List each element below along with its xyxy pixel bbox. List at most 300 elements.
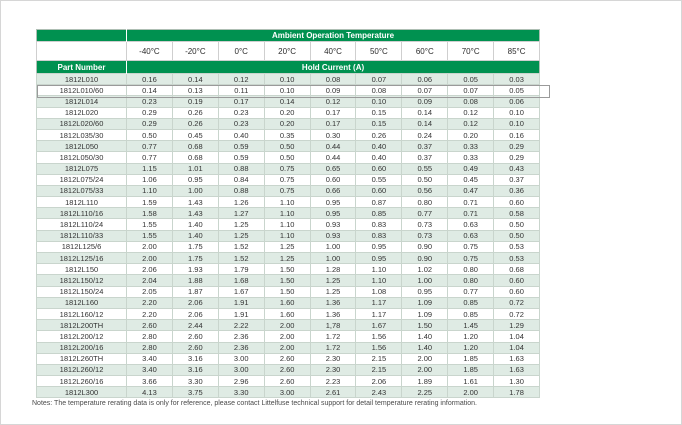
hold-current-value-cell: 1.75: [172, 253, 218, 264]
hold-current-value-cell: 0.85: [448, 297, 494, 308]
hold-current-value-cell: 0.19: [172, 96, 218, 107]
hold-current-value-cell: 2.36: [218, 331, 264, 342]
part-number-cell: 1812L160: [37, 297, 127, 308]
hold-current-value-cell: 1.09: [402, 297, 448, 308]
hold-current-value-cell: 0.37: [402, 141, 448, 152]
part-number-cell: 1812L010/60: [37, 85, 127, 96]
ambient-operation-temperature-header: Ambient Operation Temperature: [127, 30, 540, 42]
hold-current-value-cell: 0.59: [218, 141, 264, 152]
table-row: [37, 331, 540, 342]
hold-current-value-cell: 1.25: [218, 219, 264, 230]
hold-current-value-cell: 1.00: [310, 253, 356, 264]
hold-current-value-cell: 0.12: [218, 74, 264, 85]
hold-current-value-cell: 0.35: [264, 129, 310, 140]
hold-current-value-cell: 0.88: [218, 163, 264, 174]
table-row: [37, 107, 540, 118]
hold-current-value-cell: 1.45: [448, 320, 494, 331]
hold-current-value-cell: 0.75: [264, 185, 310, 196]
hold-current-value-cell: 0.17: [218, 96, 264, 107]
hold-current-value-cell: 2.30: [310, 353, 356, 364]
part-number-cell: 1812L300: [37, 387, 127, 398]
hold-current-value-cell: 1.72: [310, 342, 356, 353]
hold-current-value-cell: 1.10: [264, 197, 310, 208]
hold-current-value-cell: 1.40: [172, 230, 218, 241]
hold-current-value-cell: 1.10: [264, 208, 310, 219]
hold-current-value-cell: 1.63: [494, 353, 540, 364]
hold-current-value-cell: 0.09: [310, 85, 356, 96]
hold-current-value-cell: 1.25: [310, 286, 356, 297]
hold-current-value-cell: 0.50: [494, 230, 540, 241]
hold-current-value-cell: 2.43: [356, 387, 402, 398]
hold-current-value-cell: 0.10: [264, 74, 310, 85]
hold-current-value-cell: 1.56: [356, 331, 402, 342]
hold-current-value-cell: 2.00: [127, 241, 173, 252]
hold-current-value-cell: 0.24: [402, 129, 448, 140]
hold-current-value-cell: 3.00: [218, 353, 264, 364]
part-number-cell: 1812L110: [37, 197, 127, 208]
hold-current-value-cell: 2.15: [356, 353, 402, 364]
temperature-header-row: [37, 42, 540, 61]
hold-current-value-cell: 0.95: [310, 208, 356, 219]
hold-current-value-cell: 0.58: [494, 208, 540, 219]
hold-current-value-cell: 1.72: [310, 331, 356, 342]
hold-current-value-cell: 1.09: [402, 308, 448, 319]
hold-current-value-cell: 0.40: [218, 129, 264, 140]
hold-current-value-cell: 0.15: [356, 118, 402, 129]
hold-current-value-cell: 1.25: [218, 230, 264, 241]
hold-current-value-cell: 1.50: [264, 275, 310, 286]
part-number-cell: 1812L150/12: [37, 275, 127, 286]
hold-current-value-cell: 0.53: [494, 253, 540, 264]
hold-current-value-cell: 1.01: [172, 163, 218, 174]
part-number-cell: 1812L014: [37, 96, 127, 107]
hold-current-value-cell: 0.63: [448, 219, 494, 230]
hold-current-value-cell: 0.13: [172, 85, 218, 96]
hold-current-value-cell: 0.06: [494, 96, 540, 107]
part-number-cell: 1812L110/16: [37, 208, 127, 219]
table-row: [37, 376, 540, 387]
hold-current-value-cell: 0.95: [402, 286, 448, 297]
part-number-cell: 1812L260TH: [37, 353, 127, 364]
hold-current-value-cell: 0.71: [448, 197, 494, 208]
hold-current-value-cell: 0.37: [402, 152, 448, 163]
hold-current-value-cell: 1.85: [448, 353, 494, 364]
hold-current-value-cell: 0.16: [494, 129, 540, 140]
hold-current-value-cell: 0.55: [356, 174, 402, 185]
hold-current-value-cell: 0.72: [494, 308, 540, 319]
hold-current-value-cell: 0.50: [127, 129, 173, 140]
part-number-cell: 1812L110/24: [37, 219, 127, 230]
hold-current-value-cell: 0.60: [356, 163, 402, 174]
hold-current-value-cell: 2.22: [218, 320, 264, 331]
hold-current-value-cell: 0.60: [494, 197, 540, 208]
hold-current-value-cell: 3.16: [172, 353, 218, 364]
table-row: [37, 197, 540, 208]
table-header: [37, 30, 540, 74]
hold-current-value-cell: 0.37: [494, 174, 540, 185]
part-number-cell: 1812L200/16: [37, 342, 127, 353]
ambient-banner-row: [37, 30, 540, 42]
hold-current-value-cell: 0.23: [218, 107, 264, 118]
hold-current-value-cell: 2.00: [402, 353, 448, 364]
hold-current-value-cell: 0.60: [494, 286, 540, 297]
hold-current-value-cell: 3.40: [127, 353, 173, 364]
hold-current-value-cell: 0.53: [494, 241, 540, 252]
hold-current-value-cell: 0.73: [402, 219, 448, 230]
temperature-rerating-table: [36, 29, 540, 398]
hold-current-value-cell: 0.07: [402, 85, 448, 96]
hold-current-value-cell: 1.52: [218, 253, 264, 264]
hold-current-value-cell: 1.20: [448, 331, 494, 342]
table-row: [37, 185, 540, 196]
hold-current-value-cell: 0.29: [127, 118, 173, 129]
part-number-cell: 1812L260/12: [37, 364, 127, 375]
hold-current-value-cell: 1.67: [356, 320, 402, 331]
hold-current-value-cell: 1.60: [264, 297, 310, 308]
hold-current-value-cell: 2.15: [356, 364, 402, 375]
part-number-cell: 1812L075/24: [37, 174, 127, 185]
table-row: [37, 364, 540, 375]
part-number-cell: 1812L160/12: [37, 308, 127, 319]
hold-current-value-cell: 1.85: [448, 364, 494, 375]
hold-current-value-cell: 0.60: [310, 174, 356, 185]
hold-current-value-cell: 0.90: [402, 253, 448, 264]
hold-current-value-cell: 3.40: [127, 364, 173, 375]
hold-current-value-cell: 1.40: [402, 342, 448, 353]
hold-current-value-cell: 0.43: [494, 163, 540, 174]
hold-current-value-cell: 1.04: [494, 331, 540, 342]
hold-current-value-cell: 1.15: [127, 163, 173, 174]
hold-current-value-cell: 0.83: [356, 219, 402, 230]
hold-current-value-cell: 1.91: [218, 308, 264, 319]
temperature-column-header: 20°C: [264, 42, 310, 61]
hold-current-value-cell: 1.88: [172, 275, 218, 286]
part-number-cell: 1812L260/16: [37, 376, 127, 387]
hold-current-value-cell: 1.40: [402, 331, 448, 342]
table-row: [37, 342, 540, 353]
hold-current-value-cell: 0.56: [402, 185, 448, 196]
hold-current-value-cell: 0.71: [448, 208, 494, 219]
part-number-cell: 1812L125/6: [37, 241, 127, 252]
hold-current-value-cell: 0.14: [127, 85, 173, 96]
temperature-column-header: 85°C: [494, 42, 540, 61]
hold-current-value-cell: 0.50: [264, 141, 310, 152]
hold-current-value-cell: 3.30: [218, 387, 264, 398]
hold-current-value-cell: 2.60: [127, 320, 173, 331]
hold-current-value-cell: 0.11: [218, 85, 264, 96]
hold-current-value-cell: 1.58: [127, 208, 173, 219]
table-row: [37, 152, 540, 163]
hold-current-value-cell: 0.59: [218, 152, 264, 163]
hold-current-value-cell: 0.80: [448, 264, 494, 275]
hold-current-value-cell: 2.30: [310, 364, 356, 375]
hold-current-value-cell: 0.16: [127, 74, 173, 85]
hold-current-value-cell: 0.60: [494, 275, 540, 286]
hold-current-value-cell: 1.04: [494, 342, 540, 353]
table-row: [37, 219, 540, 230]
hold-current-value-cell: 3.00: [264, 387, 310, 398]
hold-current-value-cell: 0.87: [356, 197, 402, 208]
hold-current-value-cell: 1.43: [172, 208, 218, 219]
table-row: [37, 141, 540, 152]
hold-current-value-cell: 3.16: [172, 364, 218, 375]
hold-current-value-cell: 1.17: [356, 297, 402, 308]
hold-current-value-cell: 0.26: [172, 107, 218, 118]
hold-current-value-cell: 0.50: [402, 174, 448, 185]
hold-current-value-cell: 1.91: [218, 297, 264, 308]
hold-current-value-cell: 2.06: [172, 308, 218, 319]
hold-current-value-cell: 2.04: [127, 275, 173, 286]
hold-current-value-cell: 2.25: [402, 387, 448, 398]
table-row: [37, 74, 540, 85]
part-number-cell: 1812L110/33: [37, 230, 127, 241]
hold-current-value-cell: 0.29: [494, 141, 540, 152]
hold-current-value-cell: 0.10: [356, 96, 402, 107]
hold-current-value-cell: 2.80: [127, 331, 173, 342]
hold-current-value-cell: 0.77: [402, 208, 448, 219]
hold-current-value-cell: 0.50: [264, 152, 310, 163]
table-row: [37, 264, 540, 275]
table-row: [37, 353, 540, 364]
hold-current-value-cell: 0.45: [448, 174, 494, 185]
hold-current-value-cell: 1.29: [494, 320, 540, 331]
part-number-cell: 1812L075: [37, 163, 127, 174]
hold-current-value-cell: 0.07: [356, 74, 402, 85]
hold-current-value-cell: 2.44: [172, 320, 218, 331]
hold-current-value-cell: 3.66: [127, 376, 173, 387]
table-row: [37, 387, 540, 398]
hold-current-value-cell: 2.00: [264, 331, 310, 342]
hold-current-value-cell: 0.08: [310, 74, 356, 85]
hold-current-value-cell: 1.50: [402, 320, 448, 331]
hold-current-value-cell: 0.29: [494, 152, 540, 163]
part-number-cell: 1812L125/16: [37, 253, 127, 264]
table-row: [37, 163, 540, 174]
hold-current-value-cell: 1.26: [218, 197, 264, 208]
subheader-row: [37, 61, 540, 74]
hold-current-value-cell: 0.06: [402, 74, 448, 85]
hold-current-value-cell: 0.77: [127, 141, 173, 152]
hold-current-value-cell: 1.30: [494, 376, 540, 387]
temperature-column-header: 70°C: [448, 42, 494, 61]
table-body: [37, 74, 540, 398]
notes-text: Notes: The temperature rerating data is only for reference, please contact Littelfuse technical support for detail temperature rerating information.: [32, 400, 477, 407]
part-number-cell: 1812L150: [37, 264, 127, 275]
hold-current-value-cell: 0.33: [448, 141, 494, 152]
temperature-column-header: 50°C: [356, 42, 402, 61]
hold-current-value-cell: 1.67: [218, 286, 264, 297]
hold-current-value-cell: 0.30: [310, 129, 356, 140]
table-row: [37, 208, 540, 219]
hold-current-value-cell: 0.75: [448, 241, 494, 252]
hold-current-value-cell: 0.95: [356, 253, 402, 264]
hold-current-value-cell: 0.03: [494, 74, 540, 85]
hold-current-value-cell: 2.06: [356, 376, 402, 387]
hold-current-value-cell: 2.61: [310, 387, 356, 398]
hold-current-value-cell: 1.00: [310, 241, 356, 252]
hold-current-value-cell: 1.10: [264, 230, 310, 241]
hold-current-value-cell: 0.77: [448, 286, 494, 297]
hold-current-value-cell: 1.52: [218, 241, 264, 252]
hold-current-value-cell: 2.96: [218, 376, 264, 387]
hold-current-value-cell: 0.26: [356, 129, 402, 140]
hold-current-value-cell: 1.55: [127, 230, 173, 241]
hold-current-value-cell: 0.50: [494, 219, 540, 230]
hold-current-value-cell: 0.44: [310, 152, 356, 163]
hold-current-value-cell: 1.25: [264, 253, 310, 264]
hold-current-value-cell: 0.10: [494, 118, 540, 129]
hold-current-value-cell: 0.85: [448, 308, 494, 319]
hold-current-value-cell: 0.14: [264, 96, 310, 107]
hold-current-value-cell: 0.66: [310, 185, 356, 196]
hold-current-value-cell: 0.07: [448, 85, 494, 96]
temperature-column-header: 0°C: [218, 42, 264, 61]
table-row: [37, 320, 540, 331]
hold-current-value-cell: 0.08: [448, 96, 494, 107]
hold-current-value-cell: 1.28: [310, 264, 356, 275]
hold-current-value-cell: 2.00: [127, 253, 173, 264]
hold-current-value-cell: 2.80: [127, 342, 173, 353]
hold-current-value-cell: 0.68: [494, 264, 540, 275]
hold-current-value-cell: 2.60: [264, 353, 310, 364]
hold-current-value-cell: 0.80: [448, 275, 494, 286]
hold-current-value-cell: 0.73: [402, 230, 448, 241]
hold-current-value-cell: 1.10: [264, 219, 310, 230]
hold-current-value-cell: 1.08: [356, 286, 402, 297]
hold-current-value-cell: 0.95: [310, 197, 356, 208]
hold-current-value-cell: 2.00: [264, 342, 310, 353]
hold-current-value-cell: 0.14: [402, 107, 448, 118]
hold-current-value-cell: 0.77: [127, 152, 173, 163]
hold-current-value-cell: 0.83: [356, 230, 402, 241]
hold-current-value-cell: 0.23: [127, 96, 173, 107]
hold-current-value-cell: 0.12: [448, 107, 494, 118]
hold-current-value-cell: 0.12: [310, 96, 356, 107]
hold-current-value-cell: 0.40: [356, 141, 402, 152]
hold-current-value-cell: 0.63: [448, 230, 494, 241]
hold-current-value-cell: 1.93: [172, 264, 218, 275]
hold-current-value-cell: 1.79: [218, 264, 264, 275]
part-number-cell: 1812L200TH: [37, 320, 127, 331]
hold-current-value-cell: 1.20: [448, 342, 494, 353]
hold-current-value-cell: 1.87: [172, 286, 218, 297]
hold-current-value-cell: 0.85: [356, 208, 402, 219]
hold-current-value-cell: 1.36: [310, 308, 356, 319]
hold-current-value-cell: 0.90: [402, 241, 448, 252]
hold-current-value-cell: 0.47: [448, 185, 494, 196]
hold-current-value-cell: 0.68: [172, 141, 218, 152]
hold-current-value-cell: 0.60: [356, 185, 402, 196]
hold-current-value-cell: 2.60: [264, 376, 310, 387]
hold-current-value-cell: 0.75: [264, 174, 310, 185]
hold-current-value-cell: 1.25: [310, 275, 356, 286]
table-row: [37, 174, 540, 185]
hold-current-value-cell: 1.06: [127, 174, 173, 185]
hold-current-value-cell: 0.10: [264, 85, 310, 96]
hold-current-value-cell: 3.00: [218, 364, 264, 375]
hold-current-value-cell: 2.00: [264, 320, 310, 331]
hold-current-value-cell: 2.05: [127, 286, 173, 297]
table-row: [37, 230, 540, 241]
hold-current-value-cell: 1,78: [310, 320, 356, 331]
hold-current-value-cell: 1.10: [356, 275, 402, 286]
hold-current-value-cell: 4.13: [127, 387, 173, 398]
hold-current-value-cell: 1.68: [218, 275, 264, 286]
table-row: [37, 96, 540, 107]
table-row: [37, 297, 540, 308]
hold-current-value-cell: 1.00: [402, 275, 448, 286]
table-row: [37, 286, 540, 297]
hold-current-value-cell: 0.14: [172, 74, 218, 85]
part-number-cell: 1812L035/30: [37, 129, 127, 140]
hold-current-value-cell: 0.14: [402, 118, 448, 129]
hold-current-value-cell: 1.78: [494, 387, 540, 398]
hold-current-value-cell: 0.36: [494, 185, 540, 196]
hold-current-value-cell: 2.00: [402, 364, 448, 375]
hold-current-value-cell: 0.93: [310, 230, 356, 241]
table-row: [37, 129, 540, 140]
part-number-cell: 1812L010: [37, 74, 127, 85]
table-row: [37, 253, 540, 264]
hold-current-value-cell: 2.20: [127, 308, 173, 319]
hold-current-value-cell: 1.89: [402, 376, 448, 387]
hold-current-value-cell: 0.20: [264, 107, 310, 118]
part-number-cell: 1812L150/24: [37, 286, 127, 297]
hold-current-value-cell: 2.36: [218, 342, 264, 353]
hold-current-value-cell: 0.44: [310, 141, 356, 152]
hold-current-value-cell: 0.84: [218, 174, 264, 185]
hold-current-value-cell: 0.09: [402, 96, 448, 107]
hold-current-value-cell: 0.95: [172, 174, 218, 185]
hold-current-value-cell: 1.56: [356, 342, 402, 353]
hold-current-value-cell: 1.63: [494, 364, 540, 375]
part-number-cell: 1812L200/12: [37, 331, 127, 342]
hold-current-value-cell: 0.75: [264, 163, 310, 174]
part-number-cell: 1812L050/30: [37, 152, 127, 163]
table-row: [37, 118, 540, 129]
hold-current-value-cell: 0.72: [494, 297, 540, 308]
hold-current-value-cell: 2.06: [127, 264, 173, 275]
hold-current-value-cell: 1.59: [127, 197, 173, 208]
hold-current-value-cell: 0.12: [448, 118, 494, 129]
hold-current-value-cell: 0.65: [310, 163, 356, 174]
hold-current-value-cell: 1.60: [264, 308, 310, 319]
hold-current-value-cell: 1.40: [172, 219, 218, 230]
hold-current-value-cell: 1.25: [264, 241, 310, 252]
hold-current-value-cell: 3.75: [172, 387, 218, 398]
hold-current-value-cell: 1.55: [127, 219, 173, 230]
hold-current-value-cell: 1.50: [264, 286, 310, 297]
hold-current-value-cell: 0.55: [402, 163, 448, 174]
temperature-column-header: 60°C: [402, 42, 448, 61]
hold-current-value-cell: 1.75: [172, 241, 218, 252]
hold-current-value-cell: 2.60: [172, 342, 218, 353]
hold-current-value-cell: 0.05: [494, 85, 540, 96]
hold-current-value-cell: 1.50: [264, 264, 310, 275]
part-number-cell: 1812L050: [37, 141, 127, 152]
hold-current-value-cell: 0.08: [356, 85, 402, 96]
temperature-column-header: -40°C: [127, 42, 173, 61]
hold-current-value-cell: 1.10: [356, 264, 402, 275]
part-number-cell: 1812L020: [37, 107, 127, 118]
hold-current-value-cell: 1.17: [356, 308, 402, 319]
hold-current-value-cell: 2.60: [264, 364, 310, 375]
hold-current-value-cell: 0.10: [494, 107, 540, 118]
hold-current-value-cell: 0.88: [218, 185, 264, 196]
part-number-cell: 1812L075/33: [37, 185, 127, 196]
hold-current-value-cell: 1.27: [218, 208, 264, 219]
temperature-column-header: 40°C: [310, 42, 356, 61]
